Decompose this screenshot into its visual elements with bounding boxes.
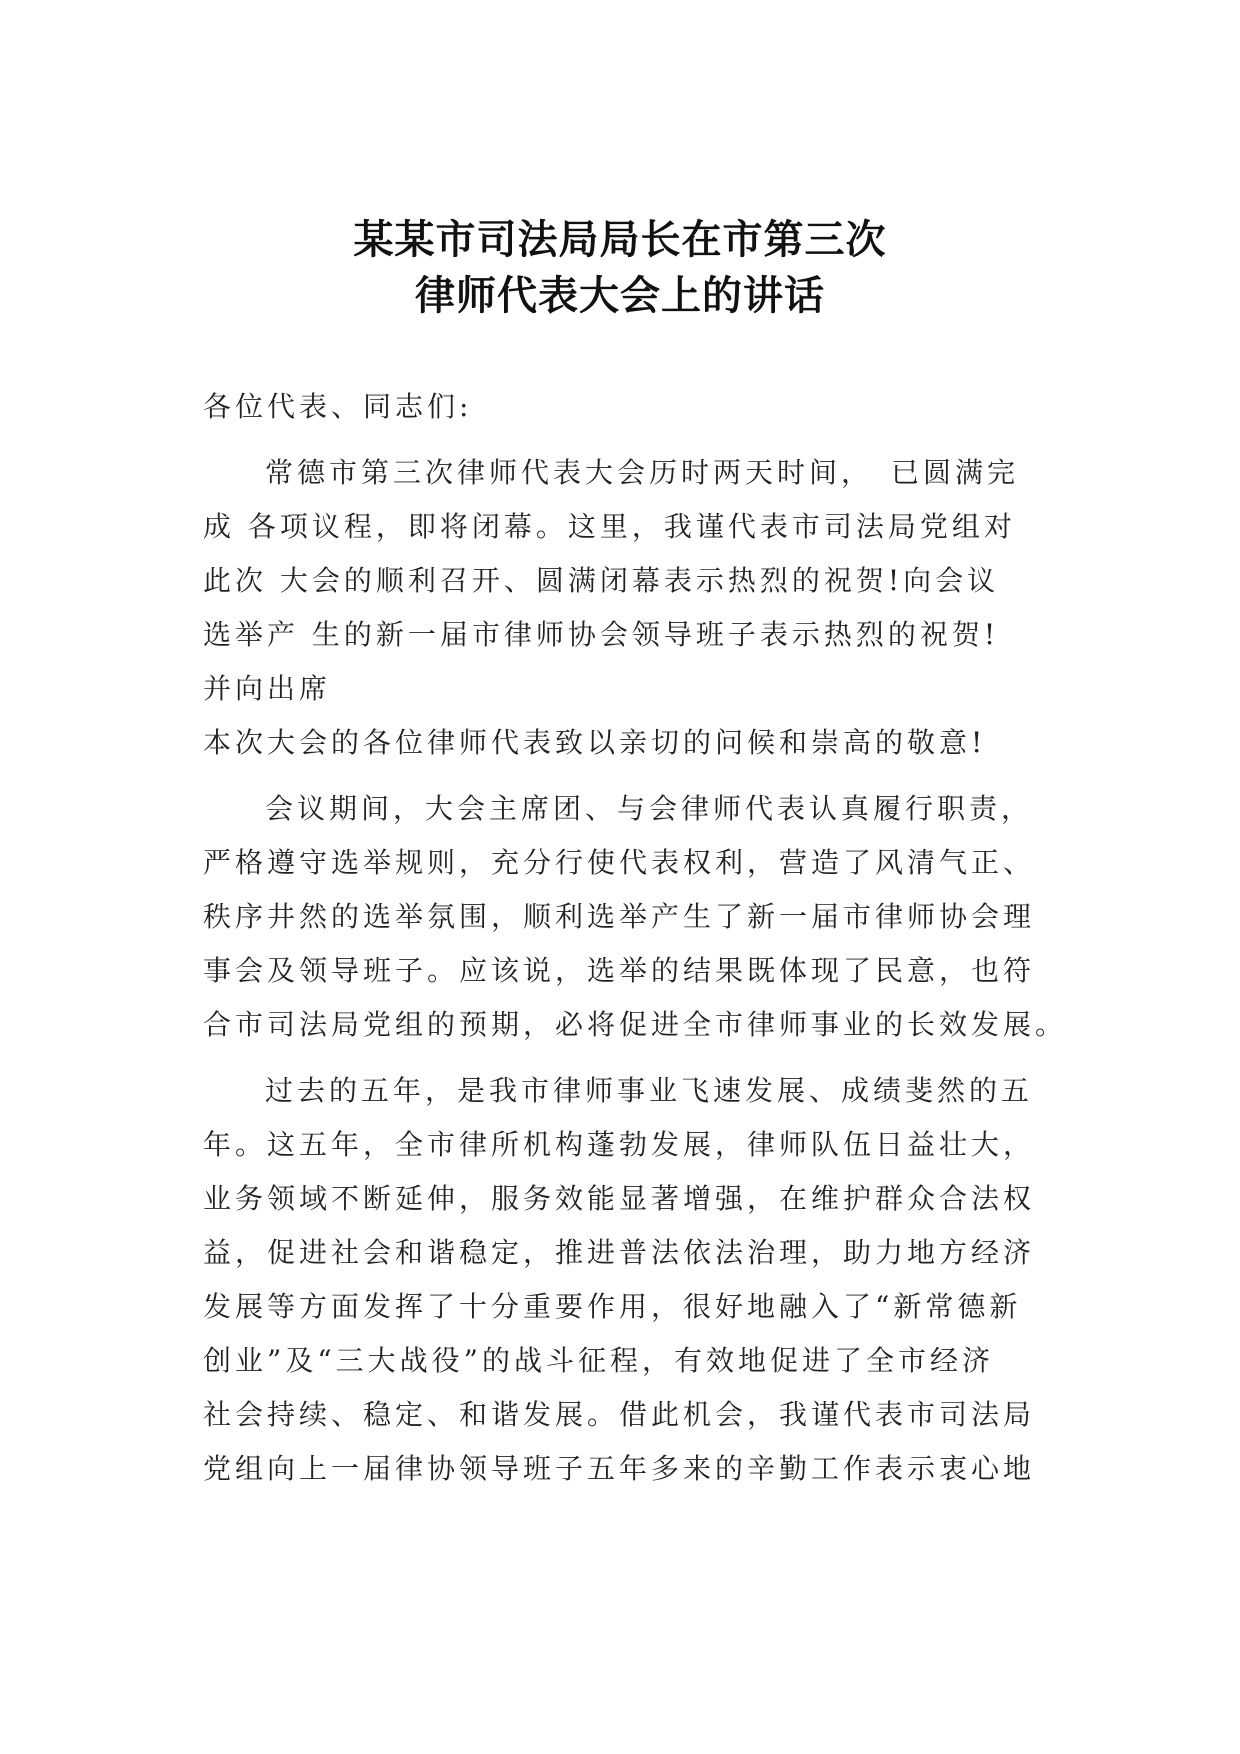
paragraph-line: 此次 大会的顺利召开、圆满闭幕表示热烈的祝贺!向会议	[203, 564, 1000, 597]
paragraph-line: 过去的五年，是我市律师事业飞速发展、成绩斐然的五	[265, 1074, 1034, 1107]
paragraph-line: 发展等方面发挥了十分重要作用，很好地融入了“新常德新	[203, 1290, 1022, 1323]
paragraph-line: 社会持续、稳定、和谐发展。借此机会，我谨代表市司法局	[203, 1398, 1036, 1431]
paragraph-1	[203, 446, 1063, 770]
paragraph-line: 事会及领导班子。应该说，选举的结果既体现了民意，也符	[203, 954, 1036, 987]
salutation: 各位代表、同志们:	[203, 390, 473, 423]
paragraph-line: 创业”及“三大战役”的战斗征程，有效地促进了全市经济	[203, 1344, 994, 1377]
paragraph-line: 选举产 生的新一届市律师协会领导班子表示热烈的祝贺!	[203, 618, 1000, 651]
title-line-1: 某某市司法局局长在市第三次	[353, 217, 887, 263]
document-body	[203, 380, 1068, 1496]
paragraph-line: 秩序井然的选举氛围，顺利选举产生了新一届市律师协会理	[203, 900, 1036, 933]
paragraph-line: 严格遵守选举规则，充分行使代表权利，营造了风清气正、	[203, 846, 1036, 879]
paragraph-line: 合市司法局党组的预期，必将促进全市律师事业的长效发展。	[203, 1008, 1068, 1041]
paragraph-3	[203, 1064, 1063, 1496]
paragraph-line: 会议期间，大会主席团、与会律师代表认真履行职责，	[265, 792, 1034, 825]
title-line-2: 律师代表大会上的讲话	[415, 273, 825, 319]
paragraph-line: 党组向上一届律协领导班子五年多来的辛勤工作表示衷心地	[203, 1452, 1036, 1485]
paragraph-line: 业务领域不断延伸，服务效能显著增强，在维护群众合法权	[203, 1182, 1036, 1215]
paragraph-line: 本次大会的各位律师代表致以亲切的问候和崇高的敬意!	[203, 726, 987, 759]
paragraph-line: 并向出席	[203, 672, 332, 705]
paragraph-line: 成 各项议程，即将闭幕。这里，我谨代表市司法局党组对	[203, 510, 1016, 543]
paragraph-line: 常德市第三次律师代表大会历时两天时间， 已圆满完	[265, 456, 1020, 489]
paragraph-2	[203, 782, 1068, 1052]
paragraph-line: 益，促进社会和谐稳定，推进普法依法治理，助力地方经济	[203, 1236, 1036, 1269]
document-title	[0, 212, 1240, 324]
paragraph-line: 年。这五年，全市律所机构蓬勃发展，律师队伍日益壮大，	[203, 1128, 1036, 1161]
